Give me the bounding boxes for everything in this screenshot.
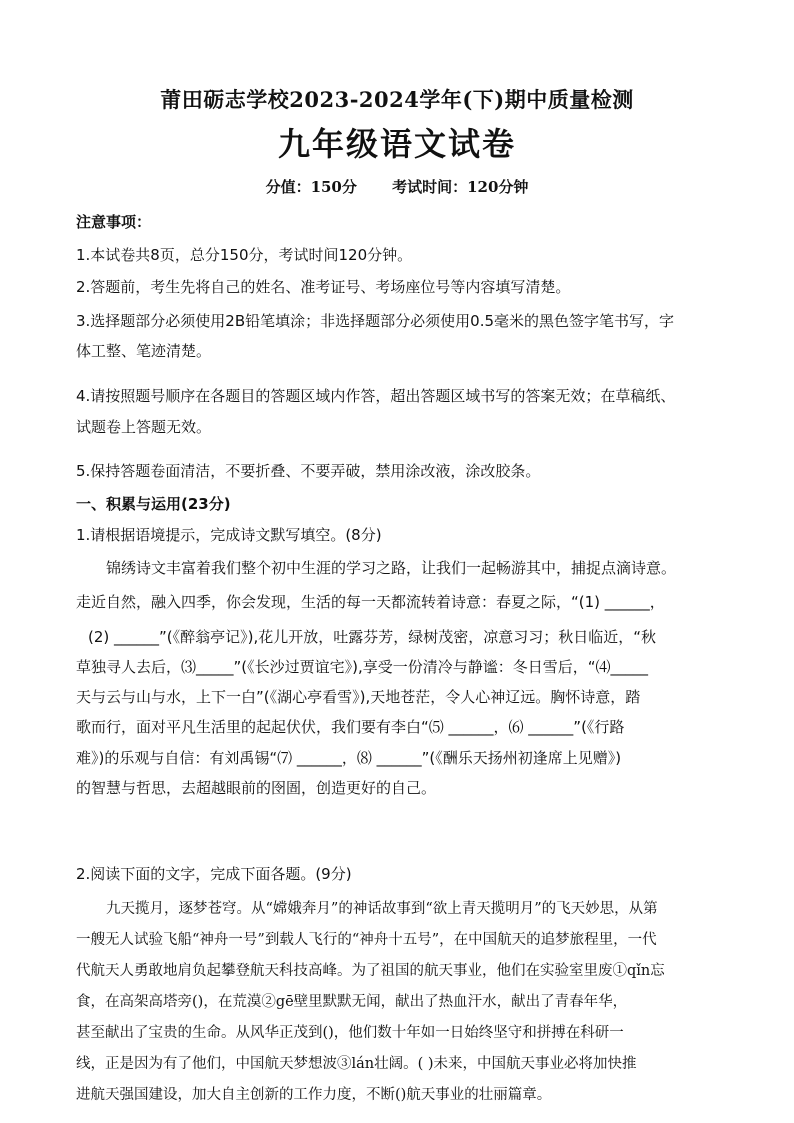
q2-line-5: 甚至献出了宝贵的生命。从风华正茂到()，他们数十年如一日始终坚守和拼搏在科研一 — [76, 1025, 624, 1041]
school-title: 莆田砺志学校2023-2024学年(下)期中质量检测 — [160, 87, 634, 112]
note-item-1: 1.本试卷共8页，总分150分，考试时间120分钟。 — [76, 246, 413, 264]
question-2-stem: 2.阅读下面的文字，完成下面各题。(9分) — [76, 865, 352, 883]
exam-meta — [0, 176, 794, 197]
q2-line-4: 食，在高架高塔旁()，在荒漠②gē壁里默默无闻，献出了热血汗水，献出了青春年华， — [76, 994, 628, 1010]
q2-line-2: 一艘无人试验飞船“神舟一号”到载人飞行的“神舟十五号”，在中国航天的追梦旅程里，一代 — [76, 932, 657, 948]
exam-title: 九年级语文试卷 — [277, 125, 516, 163]
q1-line-5: 天与云与山与水，上下一白”(《湖心亭看雪》),天地苍茫，令人心神辽远。胸怀诗意，踏 — [76, 688, 641, 706]
note-item-4-cont: 试题卷上答题无效。 — [76, 418, 212, 436]
q1-line-7: 难》)的乐观与自信：有刘禹锡“⑺ ______，⑻ ______”(《酬乐天扬州初逢席上见赠》) — [76, 749, 622, 767]
q1-line-1: 锦绣诗文丰富着我们整个初中生涯的学习之路，让我们一起畅游其中，捕捉点滴诗意。 — [106, 559, 677, 577]
q2-line-7: 进航天强国建设，加大自主创新的工作力度，不断()航天事业的壮丽篇章。 — [76, 1087, 552, 1103]
q1-line-8: 的智慧与哲思，去超越眼前的囹圄，创造更好的自己。 — [76, 779, 437, 797]
q2-line-1: 九天揽月，逐梦苍穹。从“嫦娥奔月”的神话故事到“欲上青天揽明月”的飞天妙思，从第 — [106, 901, 658, 917]
note-item-2: 2.答题前，考生先将自己的姓名、准考证号、考场座位号等内容填写清楚。 — [76, 278, 571, 296]
notes-heading: 注意事项： — [76, 213, 152, 231]
section-heading: 一、积累与运用(23分) — [76, 495, 231, 513]
note-item-4: 4.请按照题号顺序在各题目的答题区域内作答，超出答题区域书写的答案无效；在草稿纸、 — [76, 387, 676, 405]
q2-line-6: 线，正是因为有了他们，中国航天梦想波③lán壮阔。( )未来，中国航天事业必将加快推 — [76, 1056, 637, 1072]
q1-line-3: (2) ______”(《醉翁亭记》),花儿开放，吐露芬芳，绿树茂密，凉意习习；秋日临近，“秋 — [88, 628, 657, 646]
score-label: 分值：150分 — [265, 178, 357, 196]
note-item-3: 3.选择题部分必须使用2B铅笔填涂；非选择题部分必须使用0.5毫米的黑色签字笔书写，字 — [76, 312, 675, 330]
note-item-5: 5.保持答题卷面清洁，不要折叠、不要弄破，禁用涂改液，涂改胶条。 — [76, 462, 541, 480]
q2-line-3: 代航天人勇敢地肩负起攀登航天科技高峰。为了祖国的航天事业，他们在实验室里废①qǐn忘 — [76, 963, 665, 979]
note-item-3-cont: 体工整、笔迹清楚。 — [76, 342, 212, 360]
q1-line-4: 草独寻人去后，⑶_____”(《长沙过贾谊宅》),享受一份清冷与静谧：冬日雪后，“⑷_____ — [76, 658, 649, 676]
time-label: 考试时间：120分钟 — [392, 178, 529, 196]
q1-line-6: 歌而行，面对平凡生活里的起起伏伏，我们要有李白“⑸ ______，⑹ ______”(《行路 — [76, 718, 625, 736]
question-1-stem: 1.请根据语境提示，完成诗文默写填空。(8分) — [76, 526, 382, 544]
q1-line-2: 走近自然，融入四季，你会发现，生活的每一天都流转着诗意：春夏之际，“(1) ______， — [76, 593, 665, 611]
